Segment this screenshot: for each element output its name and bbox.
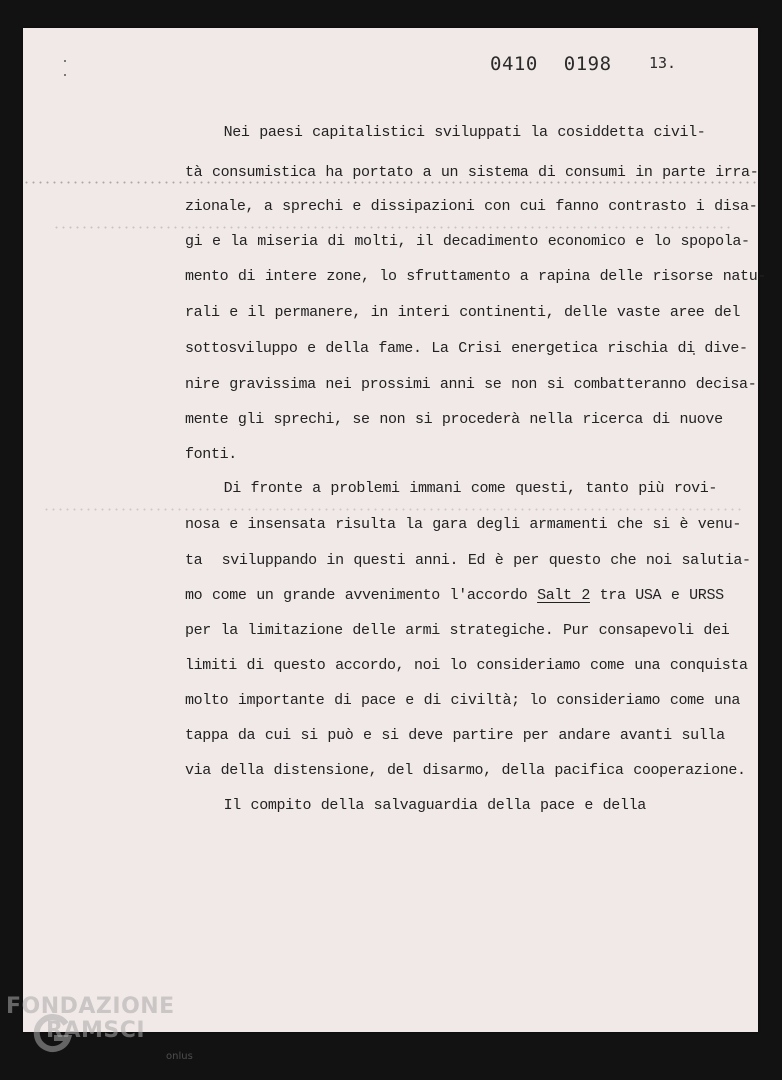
scan-noise bbox=[53, 226, 733, 229]
text-line: ta sviluppando in questi anni. Ed è per questo che noi salutia- bbox=[185, 552, 751, 569]
text-line: fonti. bbox=[185, 446, 237, 463]
text-line: via della distensione, del disarmo, della pacifica cooperazione. bbox=[185, 762, 746, 779]
scan-noise bbox=[43, 508, 743, 511]
text-line: rali e il permanere, in interi continenti, delle vaste aree del bbox=[185, 304, 741, 321]
fondazione-gramsci-watermark bbox=[6, 994, 206, 1074]
text-line: mente gli sprechi, se non si procederà nella ricerca di nuove bbox=[185, 411, 723, 428]
scan-speck bbox=[64, 74, 66, 76]
text-line: tà consumistica ha portato a un sistema di consumi in parte irra- bbox=[185, 164, 759, 181]
text-line: molto importante di pace e di civiltà; lo consideriamo come una bbox=[185, 692, 741, 709]
scan-speck bbox=[64, 60, 66, 62]
text-line: Il compito della salvaguardia della pace e della bbox=[185, 797, 646, 814]
text-line: tappa da cui si può e si deve partire per andare avanti sulla bbox=[185, 727, 725, 744]
watermark-suffix: onlus bbox=[166, 1051, 193, 1062]
text-line: Nei paesi capitalistici sviluppati la cosiddetta civil- bbox=[185, 124, 706, 141]
text-segment: mo come un grande avvenimento l'accordo bbox=[185, 587, 538, 604]
watermark-line2: RAMSCI bbox=[46, 1018, 146, 1043]
text-line: gi e la miseria di molti, il decadimento economico e lo spopola- bbox=[185, 233, 750, 250]
text-line: limiti di questo accordo, noi lo consideriamo come una conquista bbox=[185, 657, 748, 674]
watermark-line1: FONDAZIONE bbox=[6, 994, 175, 1019]
underlined-salt-2: Salt 2 bbox=[537, 587, 590, 604]
text-line: sottosviluppo e della fame. La Crisi energetica rischia di dive- bbox=[185, 340, 748, 357]
archive-code bbox=[490, 53, 612, 75]
text-line-salt bbox=[185, 587, 724, 605]
text-segment: tra USA e URSS bbox=[589, 587, 724, 604]
archive-code-part-b: 0198 bbox=[563, 53, 612, 75]
text-line: nire gravissima nei prossimi anni se non si combatteranno decisa- bbox=[185, 376, 757, 393]
text-line: zionale, a sprechi e dissipazioni con cui fanno contrasto i disa- bbox=[185, 198, 758, 215]
archive-code-part-a: 0410 bbox=[490, 53, 538, 75]
text-line: nosa e insensata risulta la gara degli armamenti che si è venu- bbox=[185, 516, 742, 533]
text-line: Di fronte a problemi immani come questi, tanto più rovi- bbox=[185, 480, 718, 497]
text-line: per la limitazione delle armi strategiche. Pur consapevoli dei bbox=[185, 622, 730, 639]
text-line: mento di intere zone, lo sfruttamento a rapina delle risorse natu- bbox=[185, 268, 766, 285]
page-number: 13. bbox=[649, 54, 677, 72]
document-page bbox=[23, 28, 766, 1032]
